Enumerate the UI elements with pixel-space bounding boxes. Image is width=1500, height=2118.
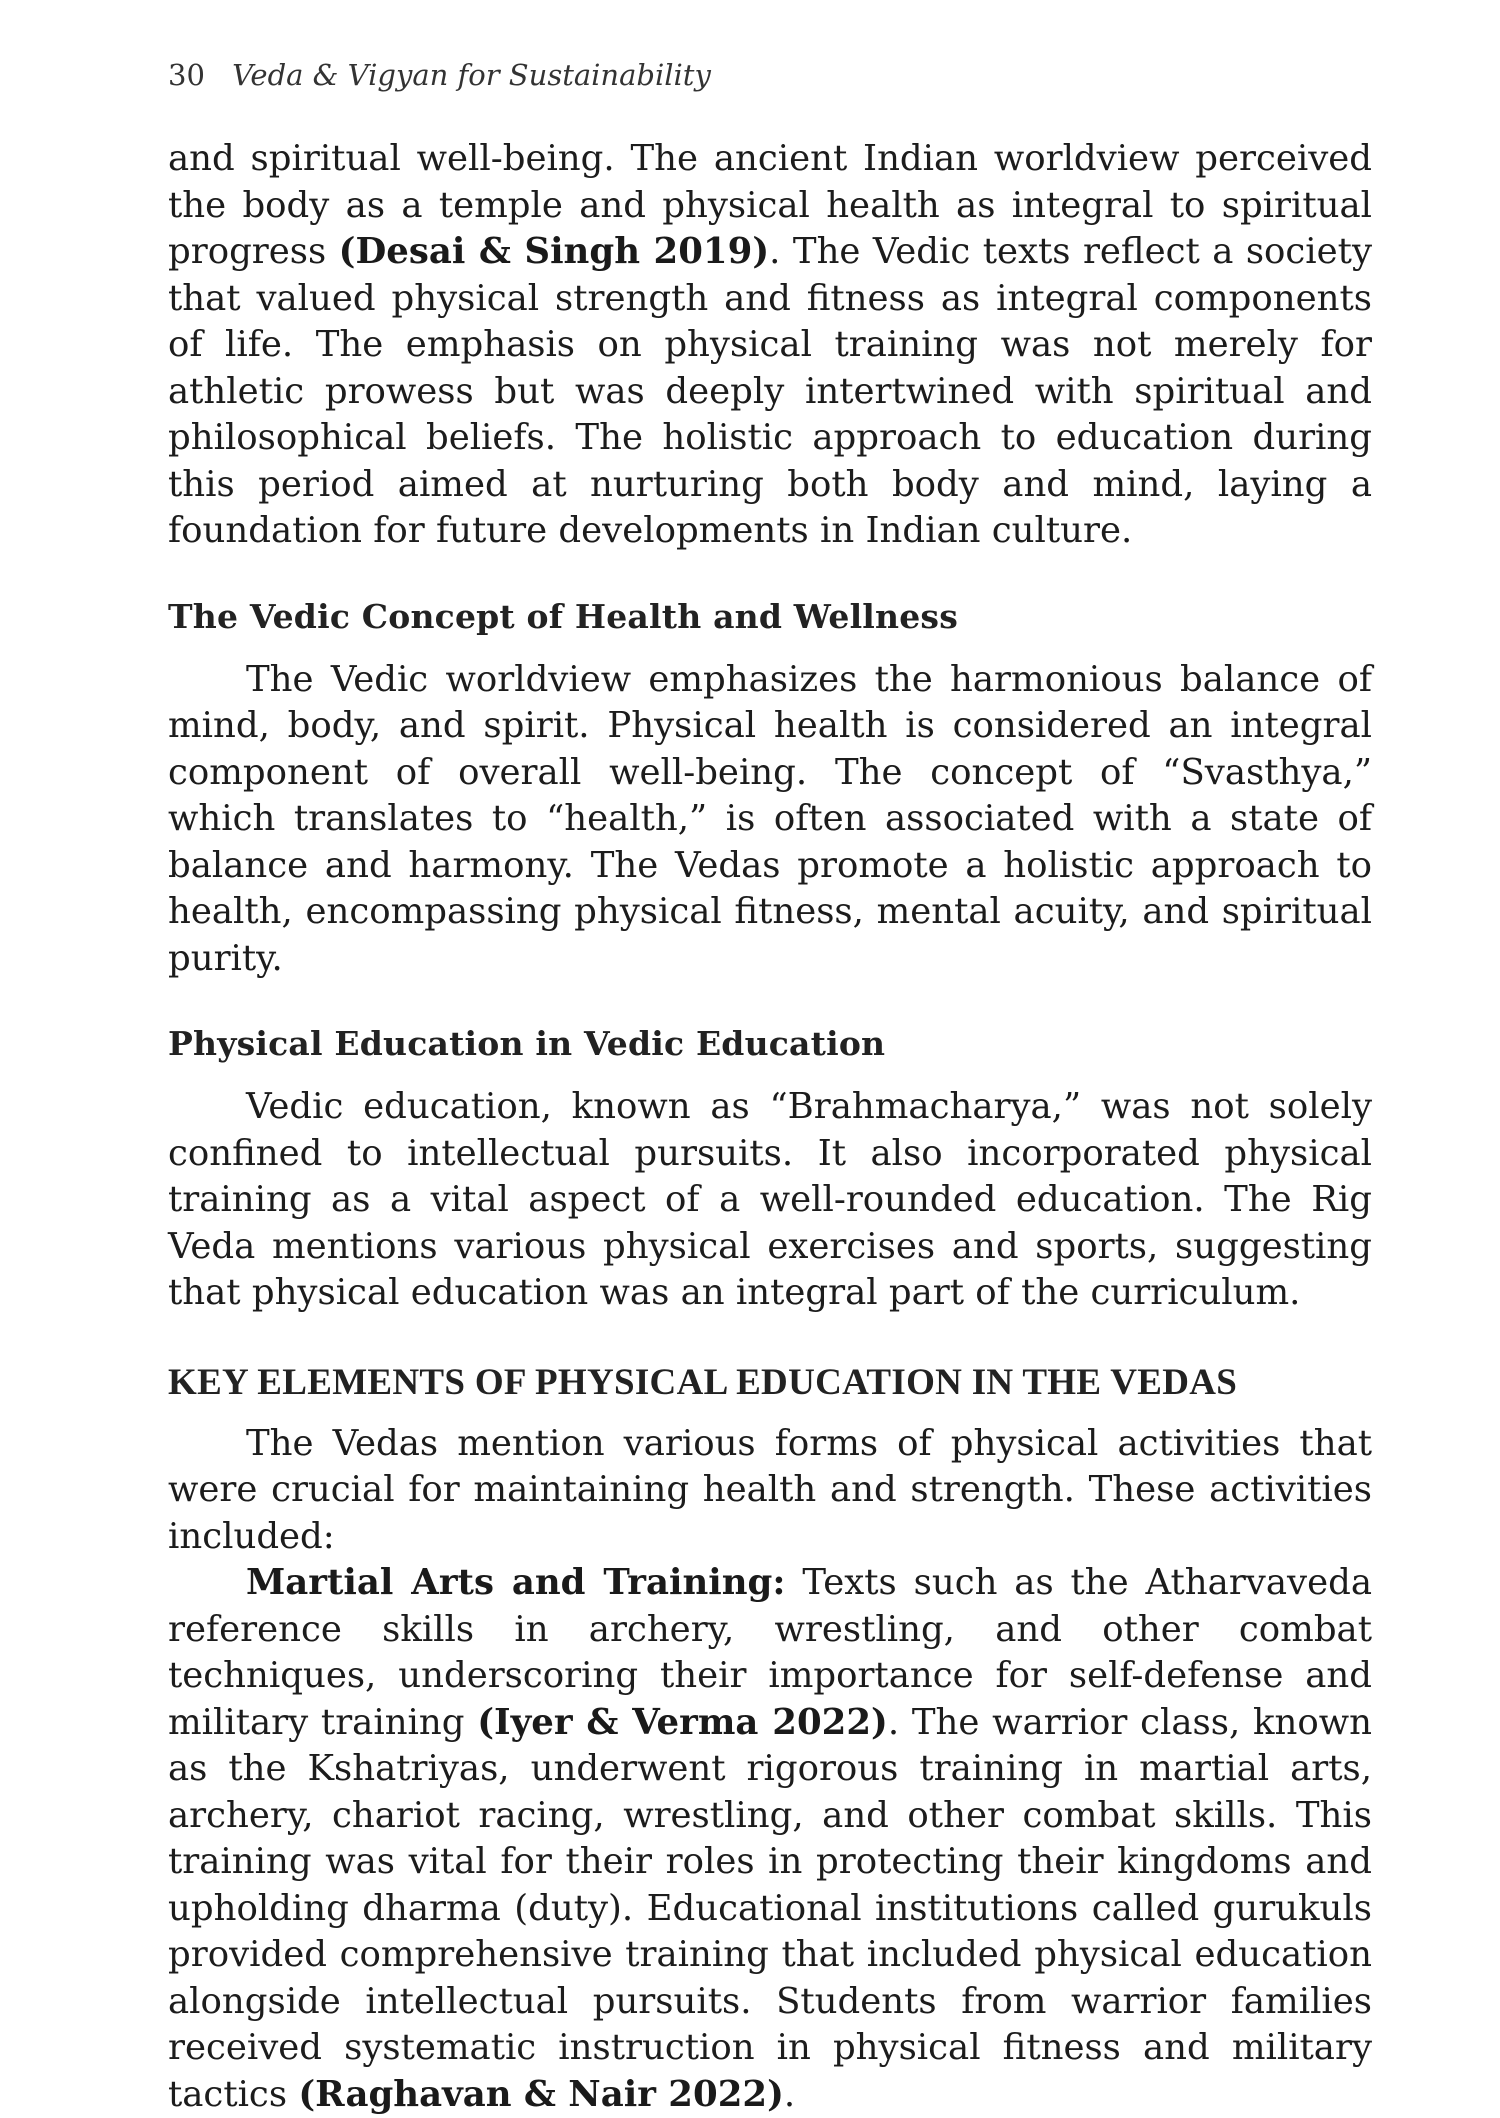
- paragraph-text: and spiritual well-being. The ancient Indian worldview perceived the body as a temple and physical health as integral to spiritual progress: [168, 138, 1372, 272]
- item-label: Martial Arts and Training:: [246, 1562, 786, 1603]
- section-heading-physical-education: Physical Education in Vedic Education: [168, 1024, 886, 1063]
- running-header: [168, 58, 711, 92]
- paragraph-text: . The Vedic texts reflect a society that valued physical strength and fitness as integral components of life. The emphasis on physical training was not merely for athletic prowess but was deeply intertwined with spiritual and philosophical beliefs. The holistic approach to education during this period aimed at nurturing both body and mind, laying a foundation for future developments in Indian culture.: [168, 231, 1372, 551]
- paragraph-physical-education: Vedic education, known as “Brahmacharya,” was not solely confined to intellectual pursuits. It also incorporated physical training as a vital aspect of a well-rounded education. The Rig Veda mentions various physical exercises and sports, suggesting that physical education was an integral part of the curriculum.: [168, 1086, 1372, 1313]
- page-body: [168, 136, 1372, 2118]
- section-heading-health-wellness: The Vedic Concept of Health and Wellness: [168, 596, 958, 636]
- paragraph-martial-arts: [168, 1560, 1372, 2118]
- paragraph-health-wellness: The Vedic worldview emphasizes the harmonious balance of mind, body, and spirit. Physical health is considered an integral component of overall well-being. The concept of “Svasthya,” which translates to “health,” is often associated with a state of balance and harmony. The Vedas promote a holistic approach to health, encompassing physical fitness, mental acuity, and spiritual purity.: [168, 658, 1372, 979]
- paragraph-text: .: [783, 2073, 796, 2115]
- paragraph-key-elements-intro: The Vedas mention various forms of physical activities that were crucial for maintaining health and strength. These activities included:: [168, 1422, 1372, 1557]
- citation: (Iyer & Verma 2022): [477, 1701, 888, 1743]
- citation: (Desai & Singh 2019): [338, 231, 770, 272]
- paragraph-intro-continuation: [168, 136, 1372, 555]
- section-heading-key-elements: KEY ELEMENTS OF PHYSICAL EDUCATION IN THE VEDAS: [168, 1361, 1238, 1403]
- book-title: Veda & Vigyan for Sustainability: [232, 58, 711, 92]
- paragraph-text: . The warrior class, known as the Kshatriyas, underwent rigorous training in martial arts, archery, chariot racing, wrestling, and other combat skills. This training was vital for their roles in protecting their kingdoms and upholding dharma (duty). Educational institutions called gurukuls provided comprehensive training that included physical education alongside intellectual pursuits. Students from warrior families received systematic instruction in physical fitness and military tactics: [168, 1701, 1372, 2115]
- paragraph-text: Texts such as the Atharvaveda reference skills in archery, wrestling, and other combat techniques, underscoring their importance for self-defense and military training: [168, 1562, 1372, 1743]
- page-number: 30: [168, 58, 205, 92]
- citation: (Raghavan & Nair 2022): [298, 2073, 784, 2115]
